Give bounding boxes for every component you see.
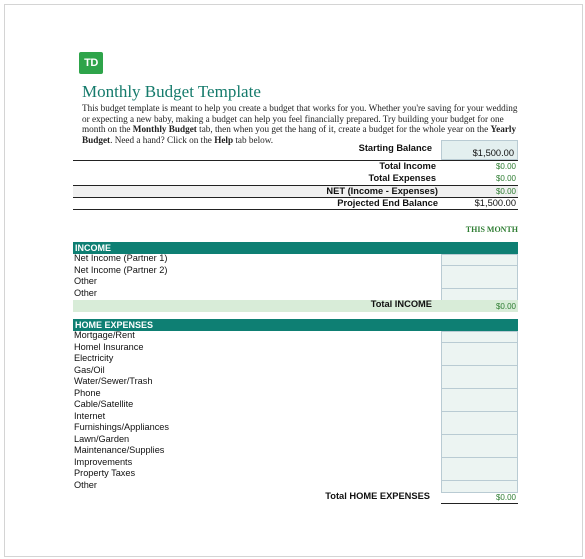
page-title: Monthly Budget Template — [82, 82, 261, 101]
starting-balance-value-row — [73, 148, 518, 160]
help-tab-ref: Help — [214, 134, 234, 145]
monthly-budget-tab-ref: Monthly Budget — [132, 124, 197, 134]
list-item-label: Other — [74, 479, 97, 490]
intro-paragraph — [82, 103, 522, 145]
list-item-label: Net Income (Partner 1) — [74, 253, 168, 263]
intro-text-3: . Need a hand? Click on the — [110, 134, 215, 145]
amount-input-cell[interactable] — [441, 377, 518, 389]
home-expenses-header: HOME EXPENSES — [73, 319, 518, 331]
total-expenses-label: Total Expenses — [368, 173, 436, 183]
total-income-value: $0.00 — [495, 162, 516, 171]
starting-balance-label: Starting Balance — [358, 143, 432, 153]
list-item-label: Electricity — [74, 353, 114, 363]
divider — [441, 503, 518, 504]
amount-input-cell[interactable] — [441, 254, 518, 266]
yearly-budget-tab-ref: Yearly Budget — [82, 124, 517, 145]
net-label: NET (Income - Expenses) — [326, 186, 438, 196]
income-header: INCOME — [73, 242, 518, 254]
amount-input-cell[interactable] — [441, 331, 518, 343]
divider — [73, 209, 518, 210]
amount-input-cell[interactable] — [441, 458, 518, 470]
expenses-total-label: Total HOME EXPENSES — [325, 491, 430, 501]
amount-input-cell[interactable] — [441, 366, 518, 378]
income-total-value: $0.00 — [495, 302, 516, 311]
expenses-total-row — [73, 491, 518, 503]
amount-input-cell[interactable] — [441, 469, 518, 481]
list-item-label: Cable/Satellite — [74, 399, 134, 409]
amount-input-cell[interactable] — [441, 354, 518, 366]
list-item-label: Other — [74, 276, 97, 286]
intro-text-2: tab, then when you get the hang of it, create a budget for the whole year on the — [196, 124, 491, 134]
net-value: $0.00 — [495, 187, 516, 196]
amount-input-cell[interactable] — [441, 423, 518, 435]
intro-text-1: This budget template is meant to help you create a budget that works for you. Whether you're saving for your wedding or expecting a new baby, making a budget can help you feel financially prepared. Try building your budget for one month on the — [82, 103, 518, 134]
income-total-label: Total INCOME — [370, 299, 432, 309]
list-item-label: Phone — [74, 387, 101, 398]
amount-input-cell[interactable] — [441, 400, 518, 412]
total-expenses-row — [73, 173, 518, 185]
list-item-label: Mortgage/Rent — [74, 330, 135, 340]
list-item-label: Furnishings/Appliances — [74, 422, 169, 432]
amount-input-cell[interactable] — [441, 435, 518, 447]
list-item-label: Gas/Oil — [74, 364, 105, 375]
list-item-label: Other — [74, 287, 97, 298]
amount-input-cell[interactable] — [441, 446, 518, 458]
total-income-label: Total Income — [379, 161, 436, 171]
list-item-label: Homel Insurance — [74, 341, 144, 352]
total-income-row — [73, 161, 518, 173]
amount-input-cell[interactable] — [441, 266, 518, 278]
amount-input-cell[interactable] — [441, 343, 518, 355]
amount-input-cell[interactable] — [441, 277, 518, 289]
list-item-label: Maintenance/Supplies — [74, 445, 165, 455]
intro-text-4: tab below. — [233, 134, 274, 145]
projected-value: $1,500.00 — [474, 198, 516, 208]
income-total-row — [73, 299, 518, 311]
list-item-label: Improvements — [74, 456, 133, 467]
expenses-total-value: $0.00 — [495, 493, 516, 502]
total-expenses-value: $0.00 — [495, 174, 516, 183]
amount-input-cell[interactable] — [441, 412, 518, 424]
this-month-header: THIS MONTH — [465, 225, 518, 234]
list-item-label: Water/Sewer/Trash — [74, 376, 153, 386]
starting-balance-value: $1,500.00 — [472, 148, 514, 158]
list-item-label: Lawn/Garden — [74, 433, 130, 444]
projected-label: Projected End Balance — [337, 198, 438, 208]
list-item-label: Net Income (Partner 2) — [74, 264, 168, 275]
td-logo: TD — [79, 52, 103, 74]
list-item-label: Property Taxes — [74, 468, 136, 478]
list-item-label: Internet — [74, 410, 106, 421]
amount-input-cell[interactable] — [441, 389, 518, 401]
